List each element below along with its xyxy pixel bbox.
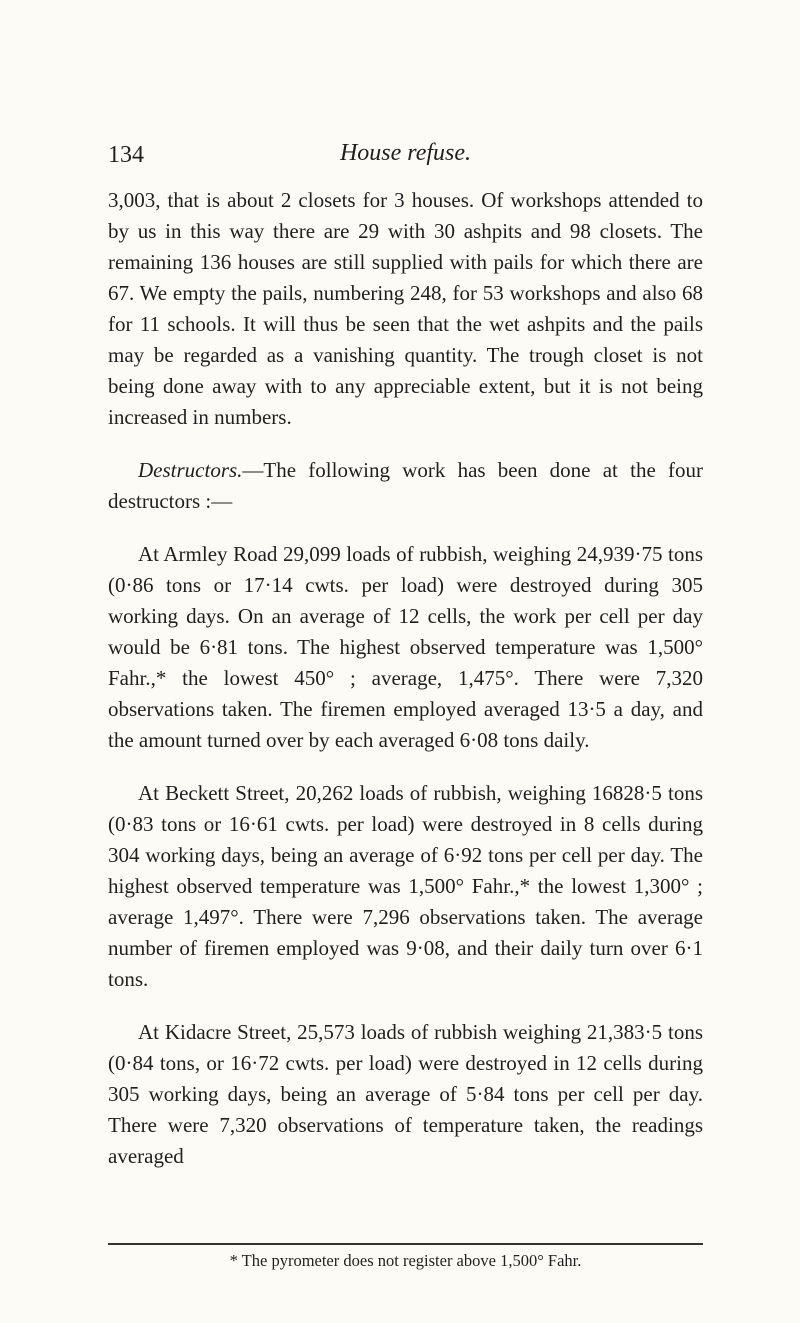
body-text <box>108 185 703 1194</box>
footnote: * The pyrometer does not register above 1,500° Fahr. <box>229 1251 582 1270</box>
page-number: 134 <box>108 142 144 168</box>
paragraph-armley-road: At Armley Road 29,099 loads of rubbish, weighing 24,939·75 tons (0·86 tons or 17·14 cwts. per load) were destroyed during 305 working days. On an average of 12 cells, the work per cell per day would be 6·81 tons. The highest observed temperature was 1,500° Fahr.,* the lowest 450° ; average, 1,475°. There were 7,320 observations taken. The firemen employed averaged 13·5 a day, and the amount turned over by each averaged 6·08 tons daily. <box>108 542 703 752</box>
footnote-divider <box>108 1243 703 1245</box>
paragraph-kidacre-street: At Kidacre Street, 25,573 loads of rubbish weighing 21,383·5 tons (0·84 tons, or 16·72 cwts. per load) were destroyed in 12 cells during 305 working days, being an average of 5·84 tons per cell per day. There were 7,320 observations of temperature taken, the readings averaged <box>108 1020 703 1168</box>
section-heading-destructors: Destructors. <box>138 458 243 482</box>
destructors-intro: —The following work has been done at the four destructors :— <box>108 458 703 513</box>
page-header <box>108 140 703 180</box>
running-title: House refuse. <box>339 140 472 166</box>
paragraph-destructors <box>108 455 703 517</box>
paragraph-continued: 3,003, that is about 2 closets for 3 houses. Of workshops attended to by us in this way there are 29 with 30 ashpits and 98 closets. The remaining 136 houses are still supplied with pails for which there are 67. We empty the pails, numbering 248, for 53 workshops and also 68 for 11 schools. It will thus be seen that the wet ashpits and the pails may be regarded as a vanishing quantity. The trough closet is not being done away with to any appreciable extent, but it is not being increased in numbers. <box>108 188 703 429</box>
paragraph-beckett-street: At Beckett Street, 20,262 loads of rubbish, weighing 16828·5 tons (0·83 tons or 16·61 cwts. per load) were destroyed in 8 cells during 304 working days, being an average of 6·92 tons per cell per day. The highest observed temperature was 1,500° Fahr.,* the lowest 1,300° ; average 1,497°. There were 7,296 observations taken. The average number of firemen employed was 9·08, and their daily turn over 6·1 tons. <box>108 781 703 991</box>
